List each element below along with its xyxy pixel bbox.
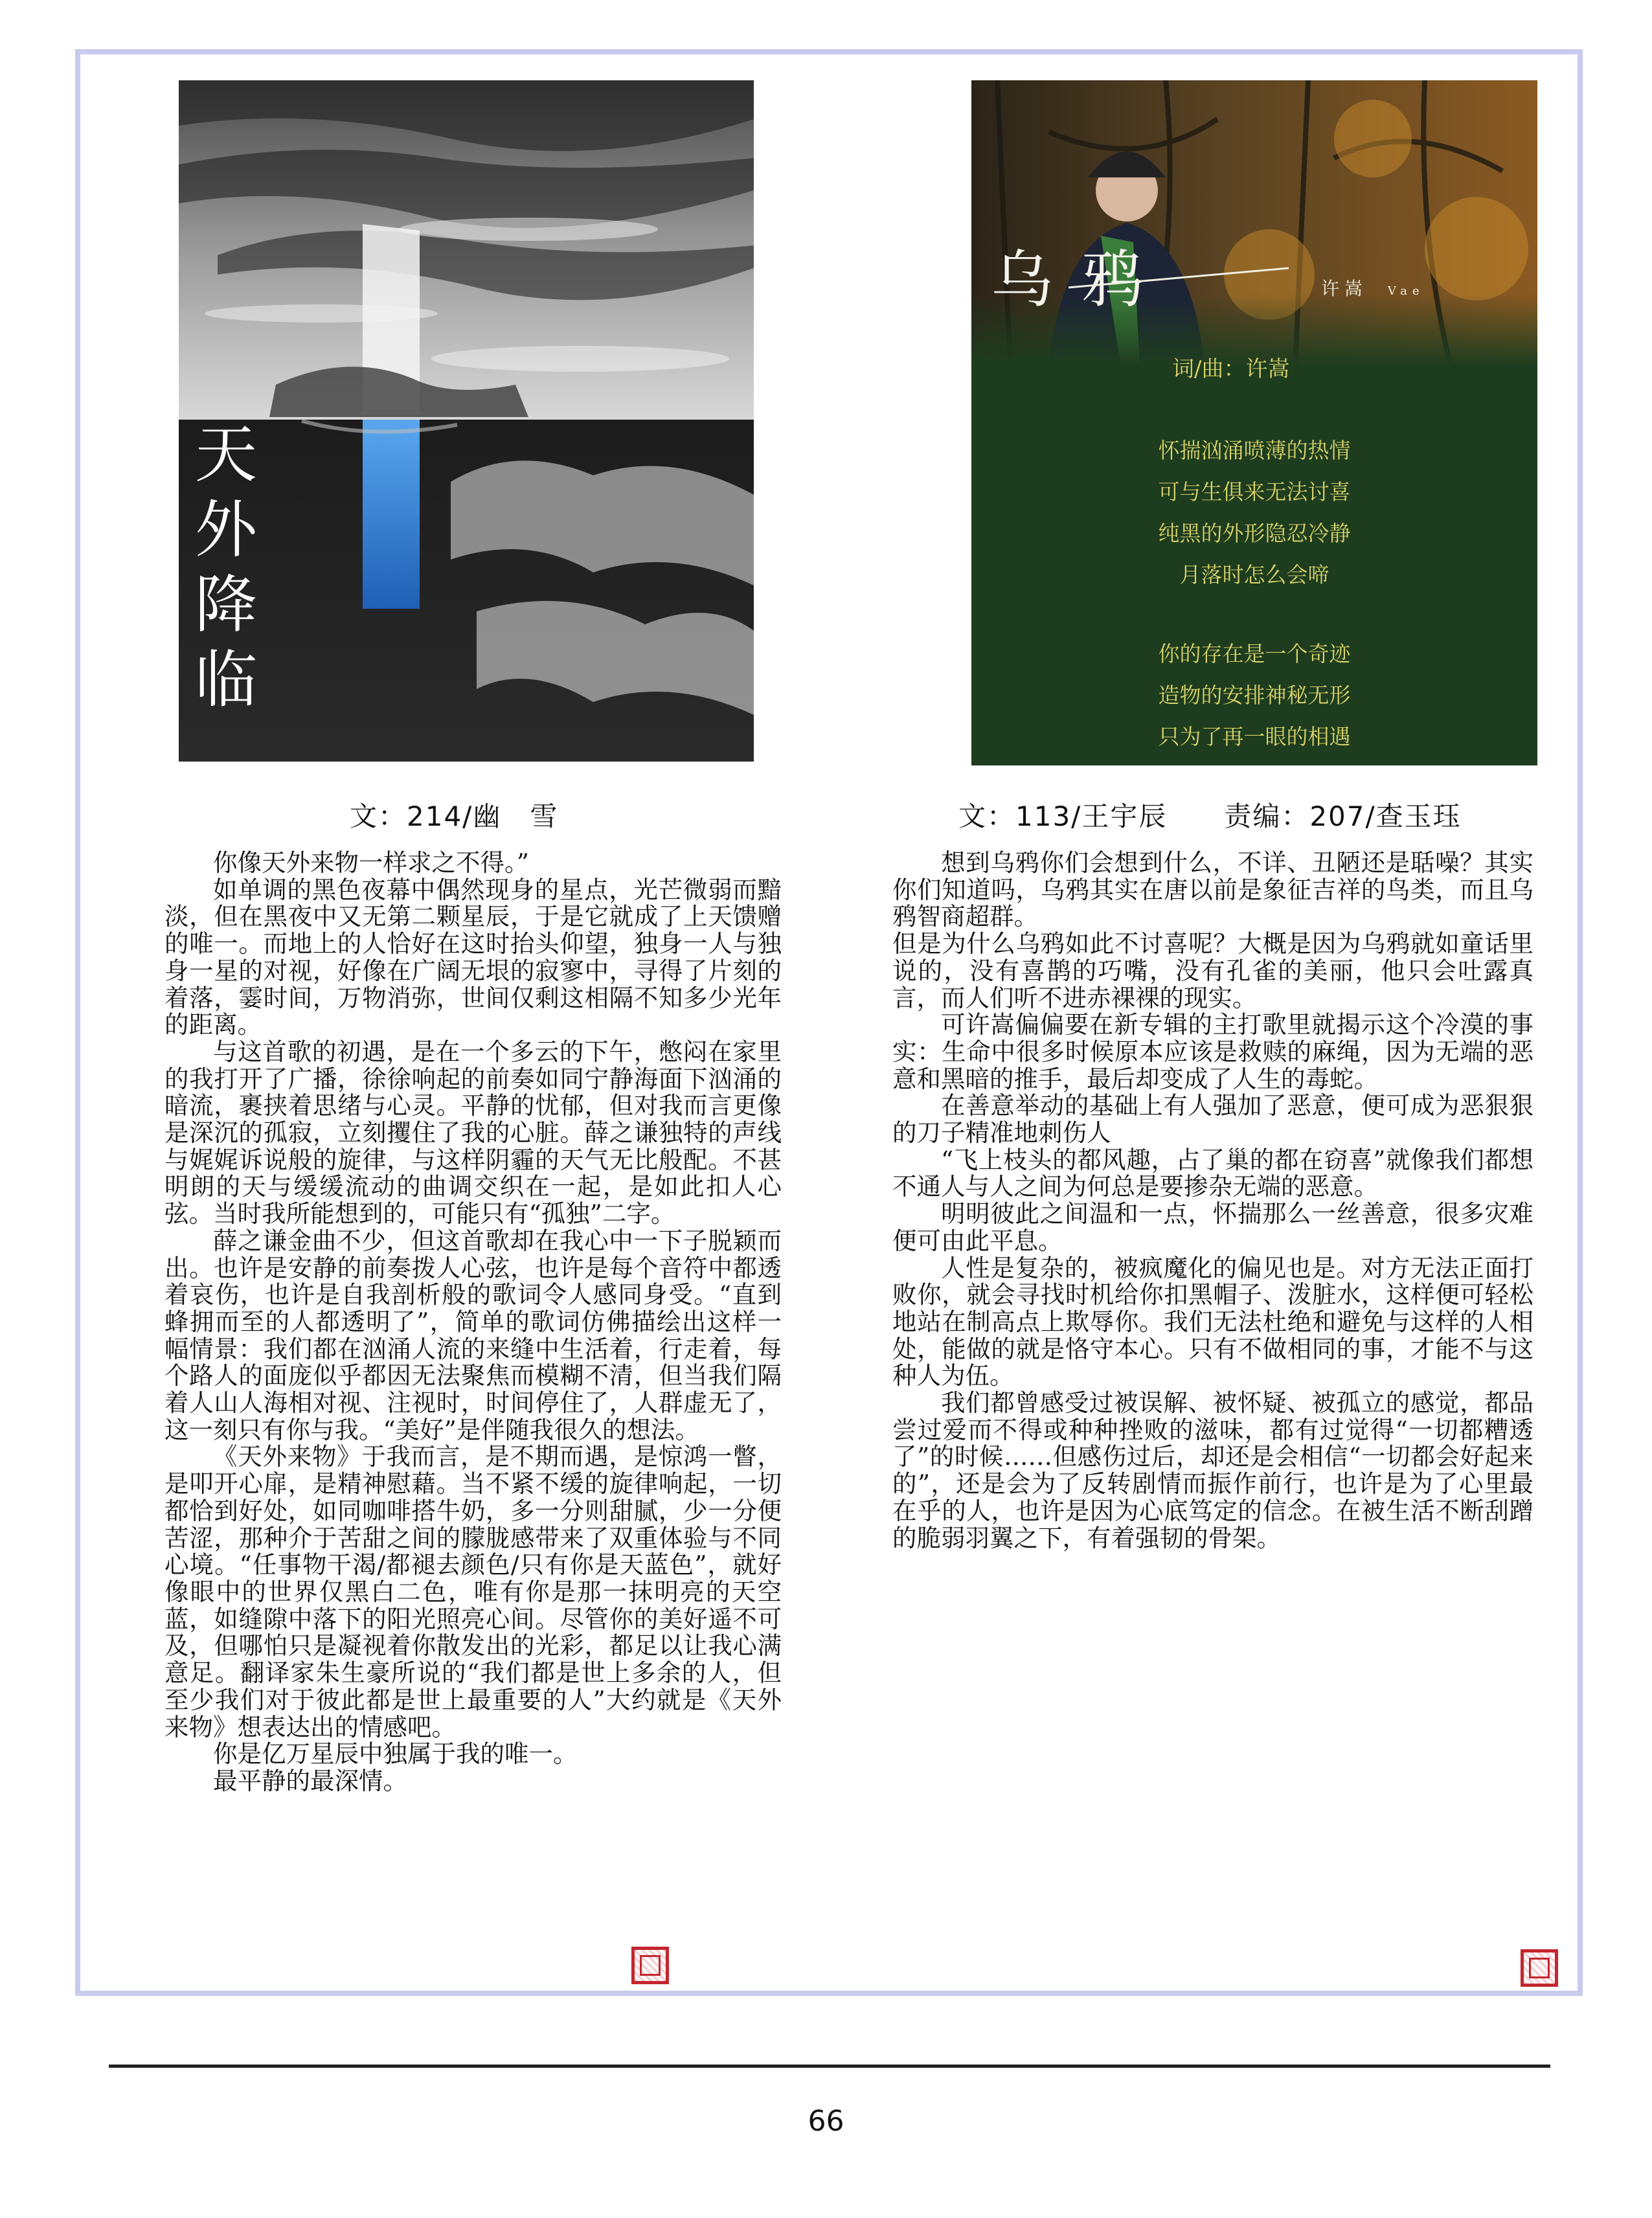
- left-author-caption: 文：214/幽 雪: [350, 800, 559, 832]
- lyric-line: 纯黑的外形隐忍冷静: [1158, 521, 1351, 546]
- lyric-line: 月落时怎么会啼: [1179, 562, 1330, 587]
- paragraph: 薛之谦金曲不少，但这首歌却在我心中一下子脱颖而出。也许是安静的前奏拨人心弦，也许是每个音符中都透着哀伤，也许是自我剖析般的歌词令人感同身受。“直到蜂拥而至的人都透明了”，简单的歌词仿佛描绘出这样一幅情景：我们都在汹涌人流的来缝中生活着，行走着，每个路人的面庞似乎都因无法聚焦而模糊不清，但当我们隔着人山人海相对视、注视时，时间停住了，人群虚无了，这一刻只有你与我。“美好”是伴随我很久的想法。: [164, 1226, 782, 1444]
- paragraph: 如单调的黑色夜幕中偶然现身的星点，光芒微弱而黯淡，但在黑夜中又无第二颗星辰，于是它就成了上天馈赠的唯一。而地上的人恰好在这时抬头仰望，独身一人与独身一星的对视，好像在广阔无垠的寂寥中，寻得了片刻的着落，霎时间，万物消弥，世间仅剩这相隔不知多少光年的距离。: [164, 875, 782, 1039]
- album-title-vertical: 天 外 降 临: [195, 418, 257, 716]
- lyric-line: 你的存在是一个奇迹: [1158, 641, 1351, 666]
- page-number: 66: [808, 2105, 844, 2138]
- paragraph: 你是亿万星辰中独属于我的唯一。: [213, 1739, 578, 1769]
- left-article: [164, 850, 782, 1795]
- lyric-line: 造物的安排神秘无形: [1158, 683, 1351, 708]
- paragraph: 你像天外来物一样求之不得。”: [213, 848, 529, 877]
- poster-artist: 许嵩 Vae: [1321, 278, 1425, 299]
- paragraph: 想到乌鸦你们会想到什么，不详、丑陋还是聒噪？其实你们知道吗，乌鸦其实在唐以前是象征吉祥的鸟类，而且乌鸦智商超群。: [892, 848, 1533, 931]
- lyric-line: 只为了再一眼的相遇: [1158, 724, 1351, 749]
- album-cover-art: [179, 80, 754, 762]
- lyric-line: 可与生俱来无法讨喜: [1158, 479, 1351, 504]
- paragraph: 最平静的最深情。: [213, 1766, 407, 1795]
- paragraph: 人性是复杂的，被疯魔化的偏见也是。对方无法正面打败你，就会寻找时机给你扣黑帽子、泼脏水，这样便可轻松地站在制高点上欺辱你。我们无法杜绝和避免与这样的人相处，能做的就是恪守本心。只有不做相同的事，才能不与这种人为伍。: [892, 1253, 1533, 1390]
- paragraph: 我们都曾感受过被误解、被怀疑、被孤立的感觉，都品尝过爱而不得或种种挫败的滋味，都有过觉得“一切都糟透了”的时候……但感伤过后，却还是会相信“一切都会好起来的”，还是会为了反转剧情而振作前行，也许是为了心里最在乎的人，也许是因为心底笃定的信念。在被生活不断刮蹭的脆弱羽翼之下，有着强韧的骨架。: [892, 1388, 1533, 1552]
- paragraph: 《天外来物》于我而言，是不期而遇，是惊鸿一瞥，是叩开心扉，是精神慰藉。当不紧不缓的旋律响起，一切都恰到好处，如同咖啡搭牛奶，多一分则甜腻，少一分便苦涩，那种介于苦甜之间的朦胧感带来了双重体验与不同心境。“任事物干渴/都褪去颜色/只有你是天蓝色”，就好像眼中的世界仅黑白二色，唯有你是那一抹明亮的天空蓝，如缝隙中落下的阳光照亮心间。尽管你的美好遥不可及，但哪怕只是凝视着你散发出的光彩，都足以让我心满意足。翻译家朱生豪所说的“我们都是世上多余的人，但至少我们对于彼此都是世上最重要的人”大约就是《天外来物》想表达出的情感吧。: [164, 1442, 782, 1741]
- paragraph: 明明彼此之间温和一点，怀揣那么一丝善意，很多灾难便可由此平息。: [892, 1199, 1533, 1255]
- album-cover-tianwai: [179, 80, 754, 762]
- right-article: [892, 850, 1533, 1552]
- author-seal-stamp: [1521, 1949, 1558, 1987]
- poster-credits: 词/曲：许嵩: [1172, 356, 1290, 382]
- lyric-line: 怀揣汹涌喷薄的热情: [1158, 438, 1351, 463]
- paragraph: 可许嵩偏偏要在新专辑的主打歌里就揭示这个冷漠的事实：生命中很多时候原本应该是救赎的麻绳，因为无端的恶意和黑暗的推手，最后却变成了人生的毒蛇。: [892, 1010, 1533, 1093]
- right-author-caption: 文：113/王宇辰 责编：207/查玉珏: [958, 800, 1462, 832]
- paragraph: 在善意举动的基础上有人强加了恶意，便可成为恶狠狠的刀子精准地刺伤人: [892, 1091, 1533, 1148]
- poster-song-title: 乌鸦: [991, 243, 1172, 316]
- footer-divider: [109, 2065, 1550, 2068]
- paragraph: 但是为什么乌鸦如此不讨喜呢？大概是因为乌鸦就如童话里说的，没有喜鹊的巧嘴，没有孔雀的美丽，他只会吐露真言，而人们听不进赤裸裸的现实。: [892, 929, 1533, 1012]
- paragraph: “飞上枝头的都风趣，占了巢的都在窃喜”就像我们都想不通人与人之间为何总是要掺杂无端的恶意。: [892, 1145, 1533, 1201]
- poster-lyrics: [971, 430, 1537, 758]
- paragraph: 与这首歌的初遇，是在一个多云的下午，憋闷在家里的我打开了广播，徐徐响起的前奏如同宁静海面下汹涌的暗流，裹挟着思绪与心灵。平静的忧郁，但对我而言更像是深沉的孤寂，立刻攫住了我的心脏。薛之谦独特的声线与娓娓诉说般的旋律，与这样阴霾的天气无比般配。不甚明朗的天与缓缓流动的曲调交织在一起，是如此扣人心弦。当时我所能想到的，可能只有“孤独”二字。: [164, 1037, 782, 1228]
- song-poster-wuya: [971, 80, 1537, 765]
- author-seal-stamp: [631, 1947, 669, 1984]
